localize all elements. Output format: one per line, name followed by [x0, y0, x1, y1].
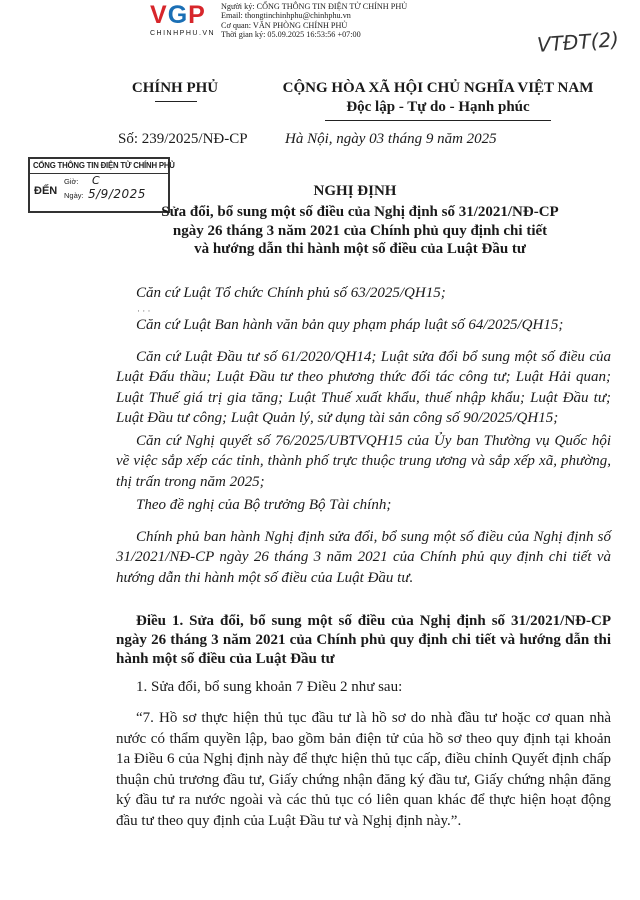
clause-text: 1. Sửa đổi, bổ sung khoản 7 Điều 2 như sau:	[136, 679, 403, 695]
motto-underline	[325, 120, 551, 121]
vgp-logo-subtitle: CHINHPHU.VN	[150, 30, 216, 37]
vgp-logo-p: P	[188, 1, 206, 29]
stamp-time-value: C	[92, 174, 100, 187]
preamble-paragraph: Chính phủ ban hành Nghị định sửa đổi, bổ sung một số điều của Nghị định số 31/2021/NĐ-CP ngày 26 tháng 3 năm 2021 của Chính phủ quy định chi tiết và hướng dẫn thi hành một số điều của Luật Đầu tư.	[116, 529, 611, 586]
stamp-time-label: Giờ:	[64, 177, 79, 186]
preamble-paragraph: Căn cứ Luật Đầu tư số 61/2020/QH14; Luật sửa đổi bổ sung một số điều của Luật Đấu thầu; Luật Đầu tư theo phương thức đối tác công tư; Luật Hải quan; Luật Thuế giá trị gia tăng; Luật Thuế xuất khẩu, thuế nhập khẩu; Luật Đầu tư; Luật Đầu tư công; Luật Quản lý, sử dụng tài sản công số 90/2025/QH15;	[116, 349, 611, 426]
preamble-paragraph: Theo đề nghị của Bộ trưởng Bộ Tài chính;	[136, 497, 392, 513]
issuing-organization: CHÍNH PHỦ	[131, 80, 219, 96]
preamble-paragraph: Căn cứ Luật Ban hành văn bản quy phạm pháp luật số 64/2025/QH15;	[136, 317, 564, 333]
stamp-received-label: ĐẾN	[34, 185, 58, 197]
stamp-organization: CỔNG THÔNG TIN ĐIỆN TỬ CHÍNH PHỦ	[33, 161, 175, 170]
stamp-date-label: Ngày:	[64, 191, 84, 200]
subtitle-line: ngày 26 tháng 3 năm 2021 của Chính phủ quy định chi tiết	[172, 222, 548, 239]
quoted-provision: “7. Hồ sơ thực hiện thủ tục đầu tư là hồ sơ do nhà đầu tư hoặc cơ quan nhà nước có thẩm quyền lập, bao gồm bản điện tử của hồ sơ theo quy định tại khoản 1a Điều 6 của Nghị định này để thực hiện thủ tục cấp, điều chỉnh Quyết định chấp thuận chủ trương đầu tư, Giấy chứng nhận đăng ký đầu tư, Giấy chứng nhận đăng ký đầu tư ra nước ngoài và các thủ tục có liên quan khác để thực hiện hoạt động đầu tư theo quy định của Luật Đầu tư và Nghị định này.”.	[116, 710, 611, 829]
signature-agency: Cơ quan: VĂN PHÒNG CHÍNH PHỦ	[221, 20, 348, 30]
subtitle-line: và hướng dẫn thi hành một số điều của Luật Đầu tư	[194, 241, 526, 257]
stamp-date-value: 5/9/2025	[88, 187, 146, 201]
signature-email: Email: thongtinchinhphu@chinhphu.vn	[221, 11, 351, 21]
signature-signer: Người ký: CỔNG THÔNG TIN ĐIỆN TỬ CHÍNH PHỦ	[221, 2, 408, 11]
handwritten-mark: VTĐT(2)	[536, 27, 620, 57]
document-number: Số: 239/2025/NĐ-CP	[118, 131, 248, 147]
national-motto: Độc lập - Tự do - Hạnh phúc	[346, 99, 530, 115]
national-title: CỘNG HÒA XÃ HỘI CHỦ NGHĨA VIỆT NAM	[282, 80, 594, 96]
document-subtitle	[130, 203, 590, 259]
vgp-logo	[150, 2, 206, 28]
vgp-logo-v: V	[150, 1, 168, 29]
scan-speck: · · ·	[137, 306, 151, 316]
signature-time: Thời gian ký: 05.09.2025 16:53:56 +07:00	[221, 29, 361, 39]
subtitle-line: Sửa đổi, bổ sung một số điều của Nghị định số 31/2021/NĐ-CP	[161, 204, 559, 220]
place-and-date: Hà Nội, ngày 03 tháng 9 năm 2025	[285, 131, 497, 147]
preamble-paragraph: Căn cứ Luật Tổ chức Chính phủ số 63/2025/QH15;	[136, 285, 446, 301]
document-title: NGHỊ ĐỊNH	[313, 183, 397, 199]
vgp-logo-g: G	[167, 1, 189, 29]
article-heading: Điều 1. Sửa đổi, bổ sung một số điều của Nghị định số 31/2021/NĐ-CP ngày 26 tháng 3 năm 2021 của Chính phủ quy định chi tiết và hướng dẫn thi hành một số điều của Luật Đầu tư	[116, 613, 611, 667]
preamble-paragraph: Căn cứ Nghị quyết số 76/2025/UBTVQH15 của Ủy ban Thường vụ Quốc hội về việc sắp xếp các tỉnh, thành phố trực thuộc trung ương và sắp xếp xã, phường, thị trấn trong năm 2025;	[116, 433, 611, 490]
org-underline	[155, 101, 197, 102]
digital-signature-info	[221, 2, 407, 39]
